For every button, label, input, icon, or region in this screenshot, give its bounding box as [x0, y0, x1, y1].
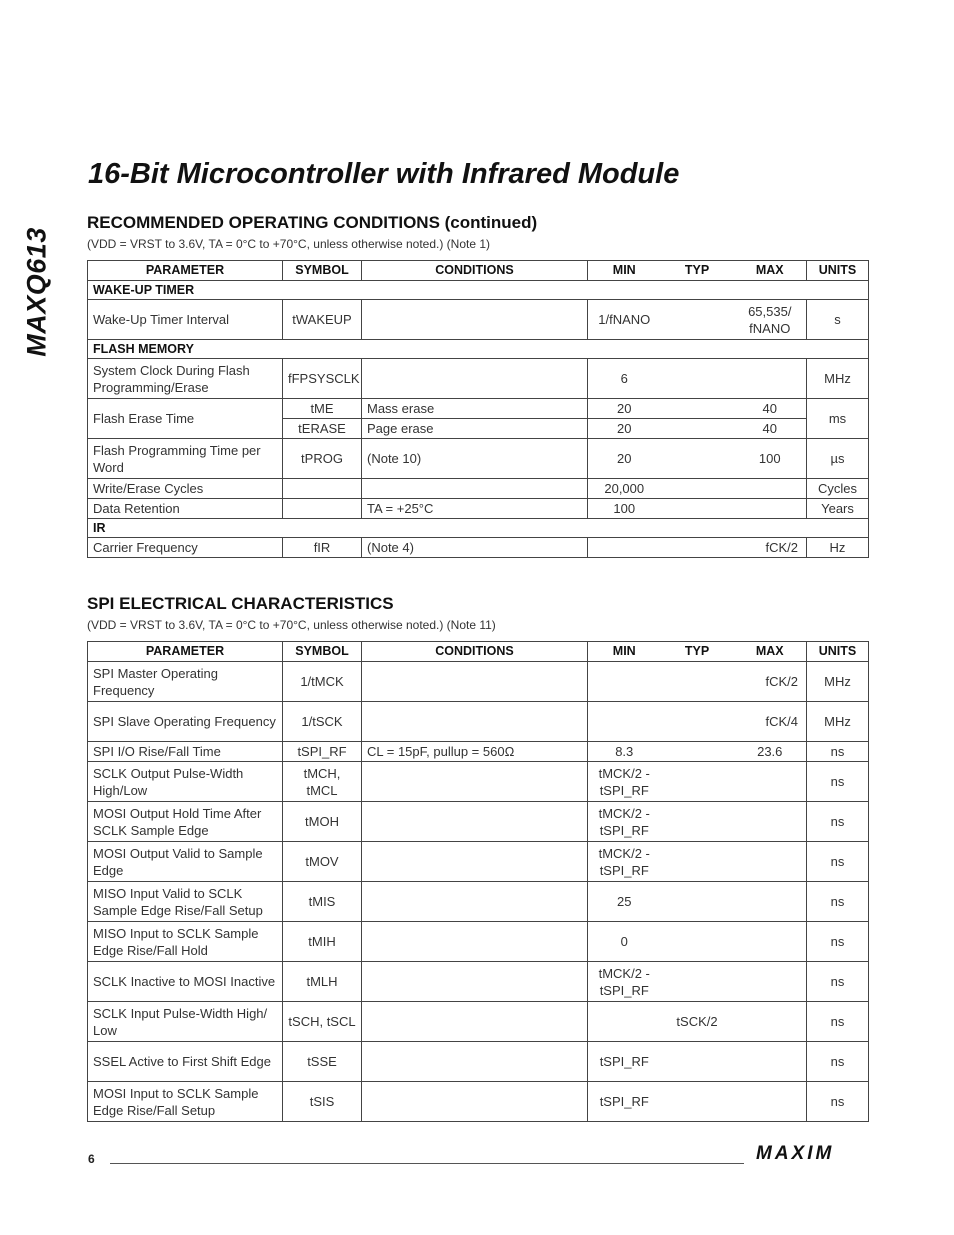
min-two-line	[593, 845, 656, 879]
maxim-logo: MAXIM	[756, 1143, 835, 1164]
param-cell: MISO Input Valid to SCLK Sample Edge Rise/Fall Setup	[88, 882, 283, 922]
table-row	[88, 439, 869, 479]
typ-cell	[661, 702, 734, 742]
symbol-cell: fIR	[283, 538, 362, 558]
header-symbol: SYMBOL	[283, 642, 362, 662]
units-cell: MHz	[807, 702, 869, 742]
param-cell: SCLK Input Pulse-Width High/ Low	[88, 1002, 283, 1042]
max-cell	[734, 802, 807, 842]
max-cell	[734, 842, 807, 882]
min-cell	[588, 702, 661, 742]
typ-cell	[661, 802, 734, 842]
min-cell	[588, 538, 661, 558]
min-cell: 8.3	[588, 742, 661, 762]
min-line2: tSPI_RF	[599, 822, 649, 838]
typ-cell: tSCK/2	[661, 1002, 734, 1042]
section-note-operating-conditions: (VDD = VRST to 3.6V, TA = 0°C to +70°C, unless otherwise noted.) (Note 1)	[87, 237, 491, 251]
header-units: UNITS	[807, 642, 869, 662]
max-two-line	[739, 303, 802, 337]
units-cell: MHz	[807, 662, 869, 702]
conditions-cell	[362, 1002, 588, 1042]
conditions-cell	[362, 842, 588, 882]
param-cell: SSEL Active to First Shift Edge	[88, 1042, 283, 1082]
conditions-cell	[362, 762, 588, 802]
param-cell: MISO Input to SCLK Sample Edge Rise/Fall Hold	[88, 922, 283, 962]
max-line2: fNANO	[749, 320, 791, 336]
section-heading-operating-conditions: RECOMMENDED OPERATING CONDITIONS (continued)	[87, 213, 538, 232]
symbol-cell: tMOV	[283, 842, 362, 882]
table-row	[88, 742, 869, 762]
min-line1: tMCK/2 -	[598, 965, 650, 981]
param-cell: SPI Slave Operating Frequency	[88, 702, 283, 742]
units-cell: ns	[807, 882, 869, 922]
max-cell	[734, 1042, 807, 1082]
table-row	[88, 842, 869, 882]
conditions-cell	[362, 662, 588, 702]
typ-cell	[661, 922, 734, 962]
max-cell: 23.6	[734, 742, 807, 762]
max-cell	[734, 359, 807, 399]
min-cell: 6	[588, 359, 661, 399]
symbol-cell: fFPSYSCLK	[283, 359, 362, 399]
typ-cell	[661, 439, 734, 479]
symbol-cell: tMOH	[283, 802, 362, 842]
table-row	[88, 1002, 869, 1042]
symbol-cell: tERASE	[283, 419, 362, 439]
param-cell: Flash Programming Time per Word	[88, 439, 283, 479]
param-cell: Flash Erase Time	[88, 399, 283, 439]
conditions-cell: Mass erase	[362, 399, 588, 419]
param-cell: Write/Erase Cycles	[88, 479, 283, 499]
symbol-cell: tMIS	[283, 882, 362, 922]
footer-rule	[110, 1163, 744, 1164]
typ-cell	[661, 762, 734, 802]
table-row	[88, 922, 869, 962]
conditions-cell: (Note 4)	[362, 538, 588, 558]
units-cell: Years	[807, 499, 869, 519]
header-min: MIN	[588, 642, 661, 662]
header-symbol: SYMBOL	[283, 261, 362, 281]
units-cell: Cycles	[807, 479, 869, 499]
units-cell: ns	[807, 1042, 869, 1082]
conditions-cell	[362, 1082, 588, 1122]
param-cell: SCLK Inactive to MOSI Inactive	[88, 962, 283, 1002]
group-row	[88, 340, 869, 359]
header-parameter: PARAMETER	[88, 642, 283, 662]
max-cell	[734, 962, 807, 1002]
min-line2: tSPI_RF	[599, 782, 649, 798]
group-row	[88, 519, 869, 538]
units-cell: ms	[807, 399, 869, 439]
header-parameter: PARAMETER	[88, 261, 283, 281]
spi-characteristics-table	[87, 641, 869, 1122]
header-units: UNITS	[807, 261, 869, 281]
min-cell: 20	[588, 419, 661, 439]
param-cell: MOSI Output Valid to Sample Edge	[88, 842, 283, 882]
group-label-ir: IR	[88, 519, 869, 538]
min-cell	[588, 842, 661, 882]
min-cell: tSPI_RF	[588, 1042, 661, 1082]
min-cell	[588, 1002, 661, 1042]
units-cell: ns	[807, 1082, 869, 1122]
symbol-cell: tME	[283, 399, 362, 419]
table-row	[88, 300, 869, 340]
table-row	[88, 882, 869, 922]
conditions-cell: TA = +25°C	[362, 499, 588, 519]
param-cell: Wake-Up Timer Interval	[88, 300, 283, 340]
min-line2: tSPI_RF	[599, 982, 649, 998]
symbol-cell	[283, 499, 362, 519]
table-row	[88, 359, 869, 399]
conditions-cell	[362, 359, 588, 399]
units-cell: µs	[807, 439, 869, 479]
symbol-cell: 1/tSCK	[283, 702, 362, 742]
header-conditions: CONDITIONS	[362, 642, 588, 662]
table-row	[88, 479, 869, 499]
symbol-cell	[283, 479, 362, 499]
max-cell	[734, 499, 807, 519]
symbol-cell: tSCH, tSCL	[283, 1002, 362, 1042]
max-cell	[734, 882, 807, 922]
table-header-row	[88, 642, 869, 662]
typ-cell	[661, 962, 734, 1002]
max-cell	[734, 1082, 807, 1122]
units-cell: ns	[807, 842, 869, 882]
section-note-spi: (VDD = VRST to 3.6V, TA = 0°C to +70°C, unless otherwise noted.) (Note 11)	[87, 618, 496, 632]
min-cell	[588, 962, 661, 1002]
document-title: 16-Bit Microcontroller with Infrared Module	[88, 158, 680, 190]
group-label-wakeup-timer: WAKE-UP TIMER	[88, 281, 869, 300]
min-line1: tMCK/2 -	[598, 845, 650, 861]
max-cell: 40	[734, 399, 807, 419]
table-row	[88, 662, 869, 702]
conditions-cell	[362, 922, 588, 962]
min-cell: 100	[588, 499, 661, 519]
conditions-cell	[362, 802, 588, 842]
side-part-number: MAXQ613	[21, 227, 52, 357]
max-cell	[734, 300, 807, 340]
min-cell	[588, 802, 661, 842]
param-cell: Data Retention	[88, 499, 283, 519]
conditions-cell: CL = 15pF, pullup = 560Ω	[362, 742, 588, 762]
max-cell	[734, 922, 807, 962]
min-cell: 20	[588, 399, 661, 419]
symbol-cell: tPROG	[283, 439, 362, 479]
conditions-cell	[362, 702, 588, 742]
table-row	[88, 702, 869, 742]
units-cell: MHz	[807, 359, 869, 399]
max-cell: 100	[734, 439, 807, 479]
min-cell: tSPI_RF	[588, 1082, 661, 1122]
table-row	[88, 962, 869, 1002]
table-row	[88, 802, 869, 842]
symbol-cell: tMCH, tMCL	[283, 762, 362, 802]
min-cell: 20,000	[588, 479, 661, 499]
param-cell: System Clock During Flash Programming/Erase	[88, 359, 283, 399]
typ-cell	[661, 882, 734, 922]
param-cell: SPI I/O Rise/Fall Time	[88, 742, 283, 762]
symbol-cell: tMIH	[283, 922, 362, 962]
typ-cell	[661, 742, 734, 762]
param-cell: SCLK Output Pulse-Width High/Low	[88, 762, 283, 802]
param-cell: Carrier Frequency	[88, 538, 283, 558]
param-cell: MOSI Input to SCLK Sample Edge Rise/Fall Setup	[88, 1082, 283, 1122]
units-cell: ns	[807, 762, 869, 802]
min-line1: tMCK/2 -	[598, 765, 650, 781]
min-two-line	[593, 805, 656, 839]
typ-cell	[661, 419, 734, 439]
table-row	[88, 399, 869, 419]
conditions-cell	[362, 300, 588, 340]
param-cell: MOSI Output Hold Time After SCLK Sample Edge	[88, 802, 283, 842]
max-cell: 40	[734, 419, 807, 439]
max-line1: 65,535/	[748, 303, 792, 319]
header-conditions: CONDITIONS	[362, 261, 588, 281]
units-cell: ns	[807, 962, 869, 1002]
typ-cell	[661, 1042, 734, 1082]
min-cell	[588, 762, 661, 802]
typ-cell	[661, 399, 734, 419]
min-line2: tSPI_RF	[599, 862, 649, 878]
symbol-cell: tSIS	[283, 1082, 362, 1122]
units-cell: Hz	[807, 538, 869, 558]
typ-cell	[661, 538, 734, 558]
conditions-cell	[362, 479, 588, 499]
typ-cell	[661, 359, 734, 399]
symbol-cell: 1/tMCK	[283, 662, 362, 702]
typ-cell	[661, 842, 734, 882]
max-cell: fCK/2	[734, 662, 807, 702]
units-cell: ns	[807, 802, 869, 842]
table-row	[88, 762, 869, 802]
conditions-cell	[362, 962, 588, 1002]
conditions-cell	[362, 1042, 588, 1082]
table-row	[88, 499, 869, 519]
min-cell: 1/fNANO	[588, 300, 661, 340]
typ-cell	[661, 662, 734, 702]
table-row	[88, 1082, 869, 1122]
min-cell: 25	[588, 882, 661, 922]
typ-cell	[661, 479, 734, 499]
table-header-row	[88, 261, 869, 281]
min-line1: tMCK/2 -	[598, 805, 650, 821]
section-heading-spi: SPI ELECTRICAL CHARACTERISTICS	[87, 594, 394, 613]
max-cell	[734, 1002, 807, 1042]
units-cell: ns	[807, 1002, 869, 1042]
header-typ: TYP	[661, 642, 734, 662]
operating-conditions-table	[87, 260, 869, 558]
table-row	[88, 538, 869, 558]
symbol-cell: tWAKEUP	[283, 300, 362, 340]
header-typ: TYP	[661, 261, 734, 281]
spi-table-body	[88, 662, 869, 1122]
param-cell: SPI Master Operating Frequency	[88, 662, 283, 702]
table-row	[88, 1042, 869, 1082]
header-max: MAX	[734, 261, 807, 281]
conditions-cell: (Note 10)	[362, 439, 588, 479]
header-max: MAX	[734, 642, 807, 662]
conditions-cell: Page erase	[362, 419, 588, 439]
typ-cell	[661, 499, 734, 519]
min-cell: 20	[588, 439, 661, 479]
max-cell	[734, 762, 807, 802]
max-cell: fCK/4	[734, 702, 807, 742]
min-two-line	[593, 965, 656, 999]
group-row	[88, 281, 869, 300]
symbol-cell: tSPI_RF	[283, 742, 362, 762]
symbol-cell: tSSE	[283, 1042, 362, 1082]
min-cell	[588, 662, 661, 702]
units-cell: s	[807, 300, 869, 340]
symbol-cell: tMLH	[283, 962, 362, 1002]
group-label-flash-memory: FLASH MEMORY	[88, 340, 869, 359]
units-cell: ns	[807, 742, 869, 762]
min-two-line	[593, 765, 656, 799]
conditions-cell	[362, 882, 588, 922]
header-min: MIN	[588, 261, 661, 281]
typ-cell	[661, 1082, 734, 1122]
max-cell	[734, 479, 807, 499]
max-cell: fCK/2	[734, 538, 807, 558]
min-cell: 0	[588, 922, 661, 962]
page-number: 6	[88, 1152, 95, 1166]
units-cell: ns	[807, 922, 869, 962]
typ-cell	[661, 300, 734, 340]
